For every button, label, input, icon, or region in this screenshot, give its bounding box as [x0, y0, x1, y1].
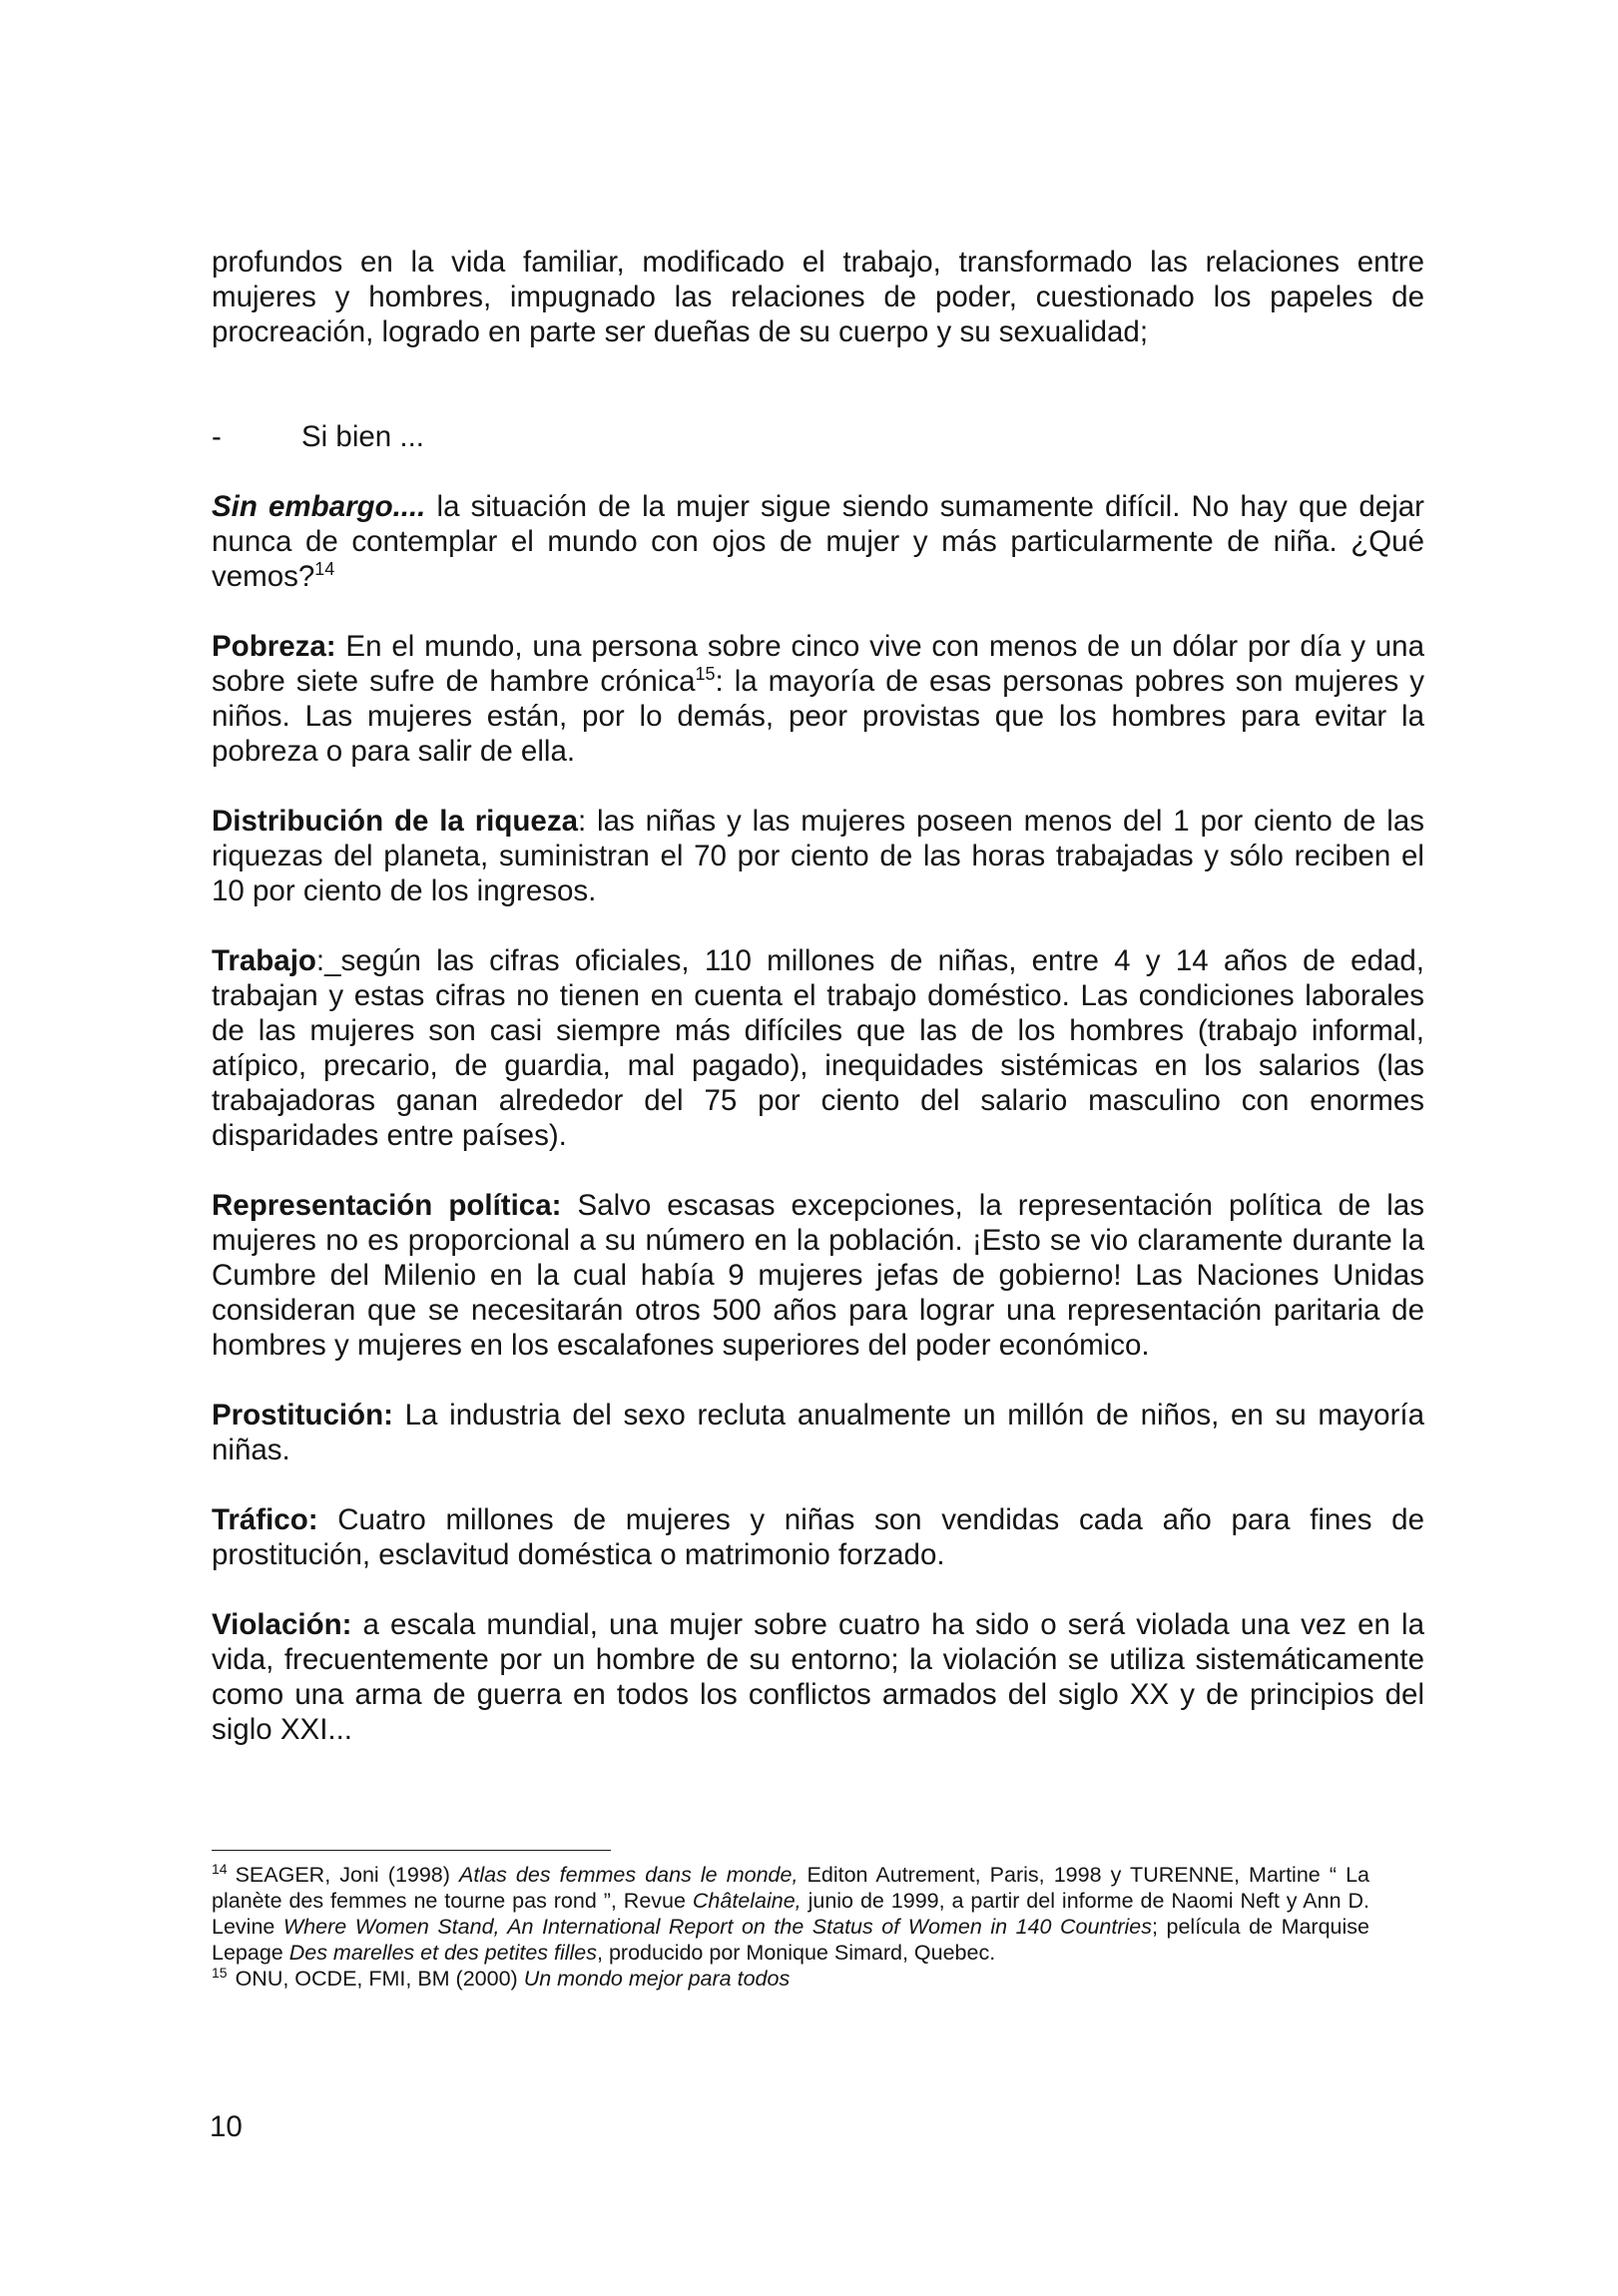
footnote-title: Where Women Stand, An International Report on the Status of Women in 140 Countries	[282, 1915, 1152, 1939]
paragraph-text: : las niñas y las mujeres poseen menos del 1 por ciento de las riquezas del planeta, suministran el 70 por ciento de las horas trabajadas y sólo reciben el 10 por ciento de los ingresos.	[212, 805, 1425, 907]
paragraph-text: Cuatro millones de mujeres y niñas son vendidas cada año para fines de prostitución, esclavitud doméstica o matrimonio forzado.	[212, 1503, 1424, 1571]
paragraph-text: profundos en la vida familiar, modificado el trabajo, transformado las relaciones entre mujeres y hombres, impugnado las relaciones de poder, cuestionado los papeles de procreación, logrado en parte ser dueñas de su cuerpo y su sexualidad;	[212, 246, 1424, 348]
footnote-text: , producido por Monique Simard, Quebec.	[597, 1941, 996, 1965]
footnote-title: Atlas des femmes dans le monde,	[459, 1863, 799, 1887]
list-item-text: Si bien ...	[301, 420, 424, 453]
paragraph-continuation	[212, 245, 1424, 349]
footnote-15	[212, 1966, 1369, 1992]
footnote-ref-15: 15	[695, 664, 716, 685]
paragraph-violacion	[212, 1607, 1424, 1747]
paragraph-text: La industria del sexo recluta anualmente un millón de niños, en su mayoría niñas.	[212, 1399, 1424, 1466]
paragraph-lead: Distribución de la riqueza	[212, 805, 578, 838]
paragraph-prostitucion	[212, 1398, 1424, 1467]
paragraph-text: a escala mundial, una mujer sobre cuatro ha sido o será violada una vez en la vida, frecuentemente por un hombre de su entorno; la violación se utiliza sistemáticamente como una arma de guerra en todos los conflictos armados del siglo XX y de principios del siglo XXI...	[212, 1608, 1424, 1746]
footnote-title: Châtelaine,	[692, 1889, 802, 1913]
paragraph-politica	[212, 1188, 1424, 1363]
footnote-title: Un mondo mejor para todos	[523, 1967, 791, 1991]
list-dash: -	[212, 420, 222, 453]
footnote-text: ; película de Marquise Lepage	[212, 1915, 1369, 1965]
paragraph-trabajo	[212, 943, 1424, 1153]
footnote-14	[212, 1862, 1369, 1966]
paragraph-lead: Violación:	[212, 1608, 352, 1641]
page-number: 10	[210, 2110, 243, 2143]
paragraph-lead: Sin embargo....	[212, 490, 426, 523]
footnote-text: ONU, OCDE, FMI, BM (2000)	[235, 1967, 524, 1991]
footnote-text: junio de 1999, a partir del informe de Naomi Neft y Ann D. Levine	[212, 1889, 1369, 1939]
footnote-mark: 15	[212, 1964, 228, 1981]
paragraph-riqueza	[212, 804, 1424, 908]
paragraph-text: :_según las cifras oficiales, 110 millones de niñas, entre 4 y 14 años de edad, trabajan y estas cifras no tienen en cuenta el trabajo doméstico. Las condiciones laborales de las mujeres son casi siempre más difíciles que las de los hombres (trabajo informal, atípico, precario, de guardia, mal pagado), inequidades sistémicas en los salarios (las trabajadoras ganan alrededor del 75 por ciento del salario masculino con enormes disparidades entre países).	[212, 944, 1424, 1152]
paragraph-text: : la mayoría de esas personas pobres son mujeres y niños. Las mujeres están, por lo demás, peor provistas que los hombres para evitar la pobreza o para salir de ella.	[212, 665, 1424, 768]
footnote-text: Editon Autrement, Paris, 1998 y TURENNE, Martine “ La planète des femmes ne tourne pas rond ”, Revue	[212, 1863, 1369, 1913]
paragraph-text: Salvo escasas excepciones, la representación política de las mujeres no es proporcional a su número en la población. ¡Esto se vio claramente durante la Cumbre del Milenio en la cual había 9 mujeres jefas de gobierno! Las Naciones Unidas consideran que se necesitarán otros 500 años para lograr una representación paritaria de hombres y mujeres en los escalafones superiores del poder económico.	[212, 1189, 1425, 1362]
footnotes	[212, 1862, 1369, 1992]
paragraph-lead: Representación política:	[212, 1189, 562, 1222]
footnote-separator	[212, 1850, 611, 1851]
paragraph-lead: Trabajo	[212, 944, 316, 977]
footnote-title: Des marelles et des petites filles	[288, 1941, 598, 1965]
paragraph-lead: Pobreza:	[212, 630, 336, 663]
paragraph-pobreza	[212, 629, 1424, 769]
list-item-si-bien	[301, 419, 1424, 454]
paragraph-sin-embargo	[212, 489, 1424, 594]
paragraph-lead: Tráfico:	[212, 1503, 318, 1536]
paragraph-trafico	[212, 1502, 1424, 1572]
footnote-ref-14: 14	[314, 559, 335, 580]
paragraph-lead: Prostitución:	[212, 1399, 393, 1432]
footnote-mark: 14	[212, 1860, 228, 1877]
paragraph-text: En el mundo, una persona sobre cinco vive con menos de un dólar por día y una sobre siete sufre de hambre crónica	[212, 630, 1424, 698]
paragraph-text: la situación de la mujer sigue siendo sumamente difícil. No hay que dejar nunca de contemplar el mundo con ojos de mujer y más particularmente de niña. ¿Qué vemos?	[212, 490, 1424, 593]
footnote-text: SEAGER, Joni (1998)	[235, 1863, 460, 1887]
